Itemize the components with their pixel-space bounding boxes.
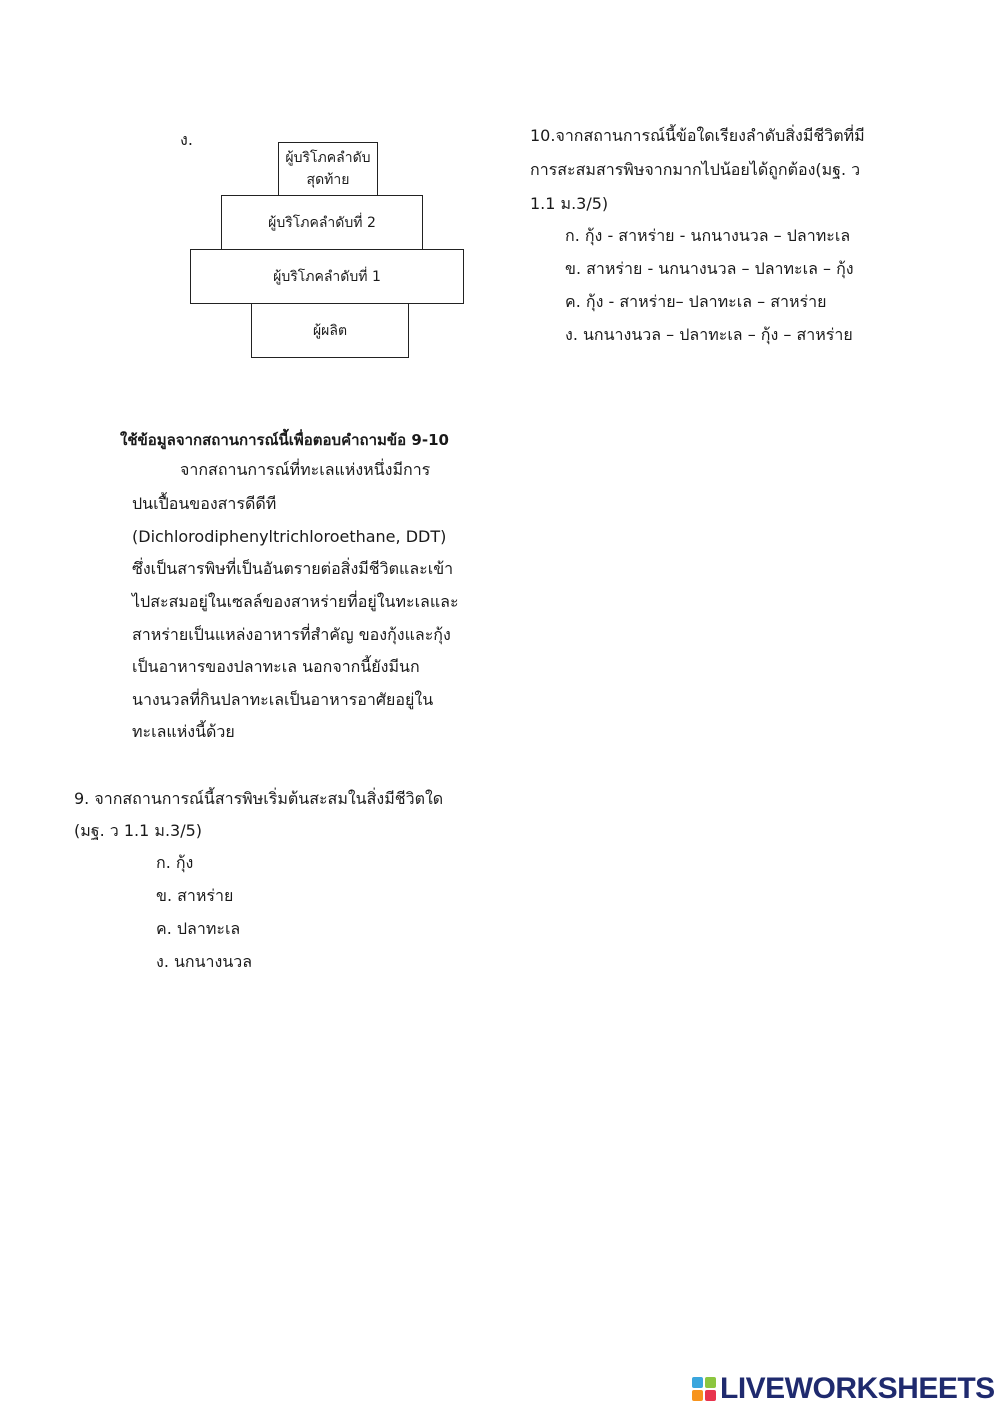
scenario-line: นางนวลที่กินปลาทะเลเป็นอาหารอาศัยอยู่ใน	[132, 690, 434, 709]
q10-line: การสะสมสารพิษจากมากไปน้อยได้ถูกต้อง(มฐ. ว	[530, 160, 861, 179]
scenario-line: เป็นอาหารของปลาทะเล นอกจากนี้ยังมีนก	[132, 657, 420, 676]
scenario-line: (Dichlorodiphenyltrichloroethane, DDT)	[132, 527, 447, 546]
q9-option-d[interactable]: ง. นกนางนวล	[156, 952, 253, 971]
logo-text: LIVEWORKSHEETS	[720, 1372, 995, 1405]
liveworksheets-logo	[692, 1374, 995, 1404]
q10-option-a[interactable]: ก. กุ้ง - สาหร่าย - นกนางนวล – ปลาทะเล	[565, 226, 851, 245]
pyramid-level-second	[221, 195, 423, 250]
q9-option-c[interactable]: ค. ปลาทะเล	[156, 919, 241, 938]
scenario-heading: ใช้ข้อมูลจากสถานการณ์นี้เพื่อตอบคำถามข้อ 9-10	[120, 431, 449, 449]
logo-cube	[692, 1390, 703, 1401]
q10-option-c[interactable]: ค. กุ้ง - สาหร่าย– ปลาทะเล – สาหร่าย	[565, 292, 827, 311]
q10-line: 10.จากสถานการณ์นี้ข้อใดเรียงลำดับสิ่งมีชีวิตที่มี	[530, 126, 865, 145]
scenario-line: ปนเปื้อนของสารดีดีที	[132, 494, 277, 513]
pyramid-first-label: ผู้บริโภคลำดับที่ 1	[273, 268, 381, 285]
scenario-line: จากสถานการณ์ที่ทะเลแห่งหนึ่งมีการ	[180, 460, 431, 479]
q10-option-d[interactable]: ง. นกนางนวล – ปลาทะเล – กุ้ง – สาหร่าย	[565, 325, 853, 344]
logo-cubes-icon	[692, 1377, 716, 1401]
logo-cube	[705, 1390, 716, 1401]
scenario-line: สาหร่ายเป็นแหล่งอาหารที่สำคัญ ของกุ้งและกุ้ง	[132, 625, 451, 644]
pyramid-top-line2: สุดท้าย	[306, 172, 350, 188]
scenario-line: ไปสะสมอยู่ในเซลล์ของสาหร่ายที่อยู่ในทะเลและ	[132, 592, 459, 611]
scenario-line: ทะเลแห่งนี้ด้วย	[132, 722, 235, 741]
q9-line: 9. จากสถานการณ์นี้สารพิษเริ่มต้นสะสมในสิ่งมีชีวิตใด	[74, 789, 444, 808]
pyramid-producer-label: ผู้ผลิต	[312, 322, 348, 339]
q9-option-b[interactable]: ข. สาหร่าย	[156, 886, 234, 905]
scenario-line: ซึ่งเป็นสารพิษที่เป็นอันตรายต่อสิ่งมีชีวิตและเข้า	[132, 559, 454, 578]
q9-line: (มฐ. ว 1.1 ม.3/5)	[74, 821, 203, 840]
pyramid-level-first	[190, 249, 464, 304]
pyramid-level-top	[278, 142, 378, 196]
pyramid-top-line1: ผู้บริโภคลำดับ	[285, 150, 371, 166]
logo-cube	[705, 1377, 716, 1388]
pyramid-choice-letter: ง.	[180, 130, 193, 149]
pyramid-level-producer	[251, 303, 409, 358]
logo-cube	[692, 1377, 703, 1388]
pyramid-second-label: ผู้บริโภคลำดับที่ 2	[268, 214, 376, 231]
q10-line: 1.1 ม.3/5)	[530, 194, 609, 213]
q9-option-a[interactable]: ก. กุ้ง	[156, 853, 194, 872]
q10-option-b[interactable]: ข. สาหร่าย - นกนางนวล – ปลาทะเล – กุ้ง	[565, 259, 854, 278]
